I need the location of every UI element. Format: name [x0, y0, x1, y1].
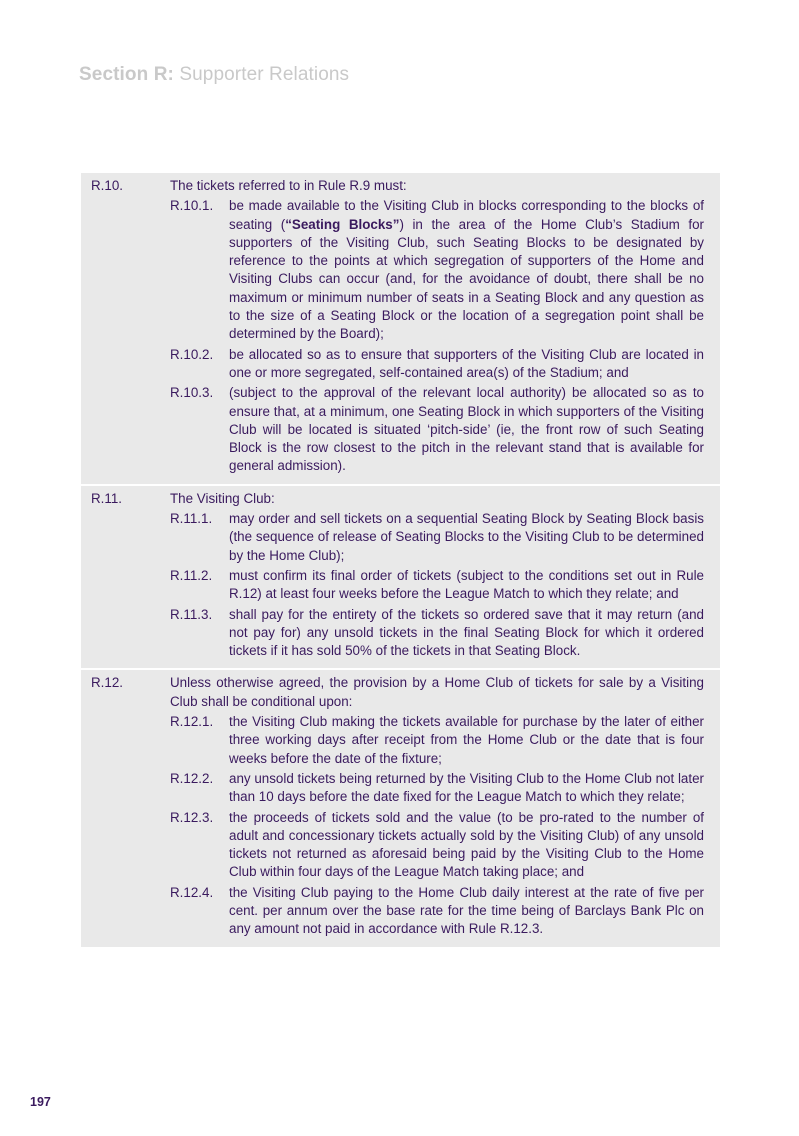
subrule-number: R.12.4.	[170, 884, 214, 900]
rules-list	[81, 173, 720, 949]
subrule-r11-1	[170, 510, 704, 565]
subrule-number: R.12.1.	[170, 714, 214, 730]
defined-term: “Seating Blocks”	[285, 216, 400, 232]
rule-body	[170, 674, 704, 940]
subrule-text: (subject to the approval of the relevant local authority) be allocated so as to ensure that, at a minimum, one Seating Block in which supporters of the Visiting Club will be located is situated ‘pitch-side’ (ie, the front row of such Seating Block is the row closest to the pitch in the relevant stand that is available for general admission).	[229, 385, 704, 474]
rule-number: R.10.	[91, 178, 124, 193]
rule-r11	[81, 486, 720, 669]
section-label: Section R:	[79, 64, 174, 85]
subrule-number: R.10.1.	[170, 198, 214, 214]
subrule-text: any unsold tickets being returned by the Visiting Club to the Home Club not later than 10 days before the date fixed for the League Match to which they relate;	[229, 770, 704, 805]
subrule-r12-2	[170, 770, 704, 807]
subrule-number: R.11.1.	[170, 511, 213, 527]
section-title: Supporter Relations	[173, 64, 350, 85]
rule-intro: The tickets referred to in Rule R.9 must:	[170, 178, 407, 193]
subrule-r12-4	[170, 884, 704, 939]
rule-intro: The Visiting Club:	[170, 490, 275, 506]
subrule-r10-1	[170, 197, 704, 343]
subrule-r12-3	[170, 809, 704, 882]
subrule-text: shall pay for the entirety of the tickets so ordered save that it may return (and not pay for) any unsold tickets in the final Seating Block for which it ordered tickets if it has sold 50% of the tickets in that Seating Block.	[229, 606, 704, 659]
subrule-number: R.10.3.	[170, 385, 214, 401]
subrule-text: the Visiting Club paying to the Home Club daily interest at the rate of five per cent. per annum over the base rate for the time being of Barclays Bank Plc on any amount not paid in accordance with Rule R.12.3.	[229, 884, 704, 937]
subrule-text: the proceeds of tickets sold and the value (to be pro-rated to the number of adult and concessionary tickets actually sold by the Visiting Club) of any unsold tickets not returned as aforesaid being paid by the Visiting Club to the Home Club within four days of the League Match taking place; and	[229, 809, 704, 880]
rule-r10	[81, 173, 720, 484]
subrule-number: R.11.2.	[170, 567, 213, 583]
subrule-r11-3	[170, 606, 704, 661]
subrule-r12-1	[170, 713, 704, 768]
rule-r12	[81, 670, 720, 946]
subrule-r10-2	[170, 346, 704, 383]
subrule-number: R.12.2.	[170, 770, 214, 786]
rule-body	[170, 490, 704, 663]
section-header	[79, 64, 349, 86]
subrule-r10-3	[170, 384, 704, 475]
page-number: 197	[30, 1095, 51, 1109]
subrule-text: be allocated so as to ensure that supporters of the Visiting Club are located in one or more segregated, self-contained area(s) of the Stadium; and	[229, 346, 704, 380]
subrule-text-part: ) in the area of the Home Club’s Stadium for supporters of the Visiting Club, such Seating Blocks to be designated by reference to the points at which segregation of supporters of the Home and Visiting Clubs can occur (and, for the avoidance of doubt, there shall be no maximum or minimum number of seats in a Seating Block and any question as to the size of a Seating Block or the location of a segregation point shall be determined by the Board);	[229, 216, 705, 342]
subrule-text	[229, 197, 704, 343]
subrule-text: must confirm its final order of tickets (subject to the conditions set out in Rule R.12) at least four weeks before the League Match to which they relate; and	[229, 567, 704, 602]
subrule-r11-2	[170, 567, 704, 604]
subrule-number: R.12.3.	[170, 809, 214, 825]
subrule-number: R.10.2.	[170, 346, 214, 362]
subrule-number: R.11.3.	[170, 606, 213, 622]
subrule-text-part: be made available to the Visiting Club in blocks corresponding to the blocks of seating (	[229, 198, 704, 232]
subrule-text: the Visiting Club making the tickets available for purchase by the later of either three working days after receipt from the Home Club or the date that is four weeks before the date of the fixture;	[229, 714, 704, 766]
rule-intro: Unless otherwise agreed, the provision by a Home Club of tickets for sale by a Visiting Club shall be conditional upon:	[170, 675, 704, 709]
rule-number: R.11.	[91, 490, 123, 506]
rule-number: R.12.	[91, 675, 124, 691]
rule-body	[170, 177, 704, 478]
subrule-text: may order and sell tickets on a sequential Seating Block by Seating Block basis (the sequence of release of Seating Blocks to the Visiting Club to be determined by the Home Club);	[229, 511, 704, 563]
